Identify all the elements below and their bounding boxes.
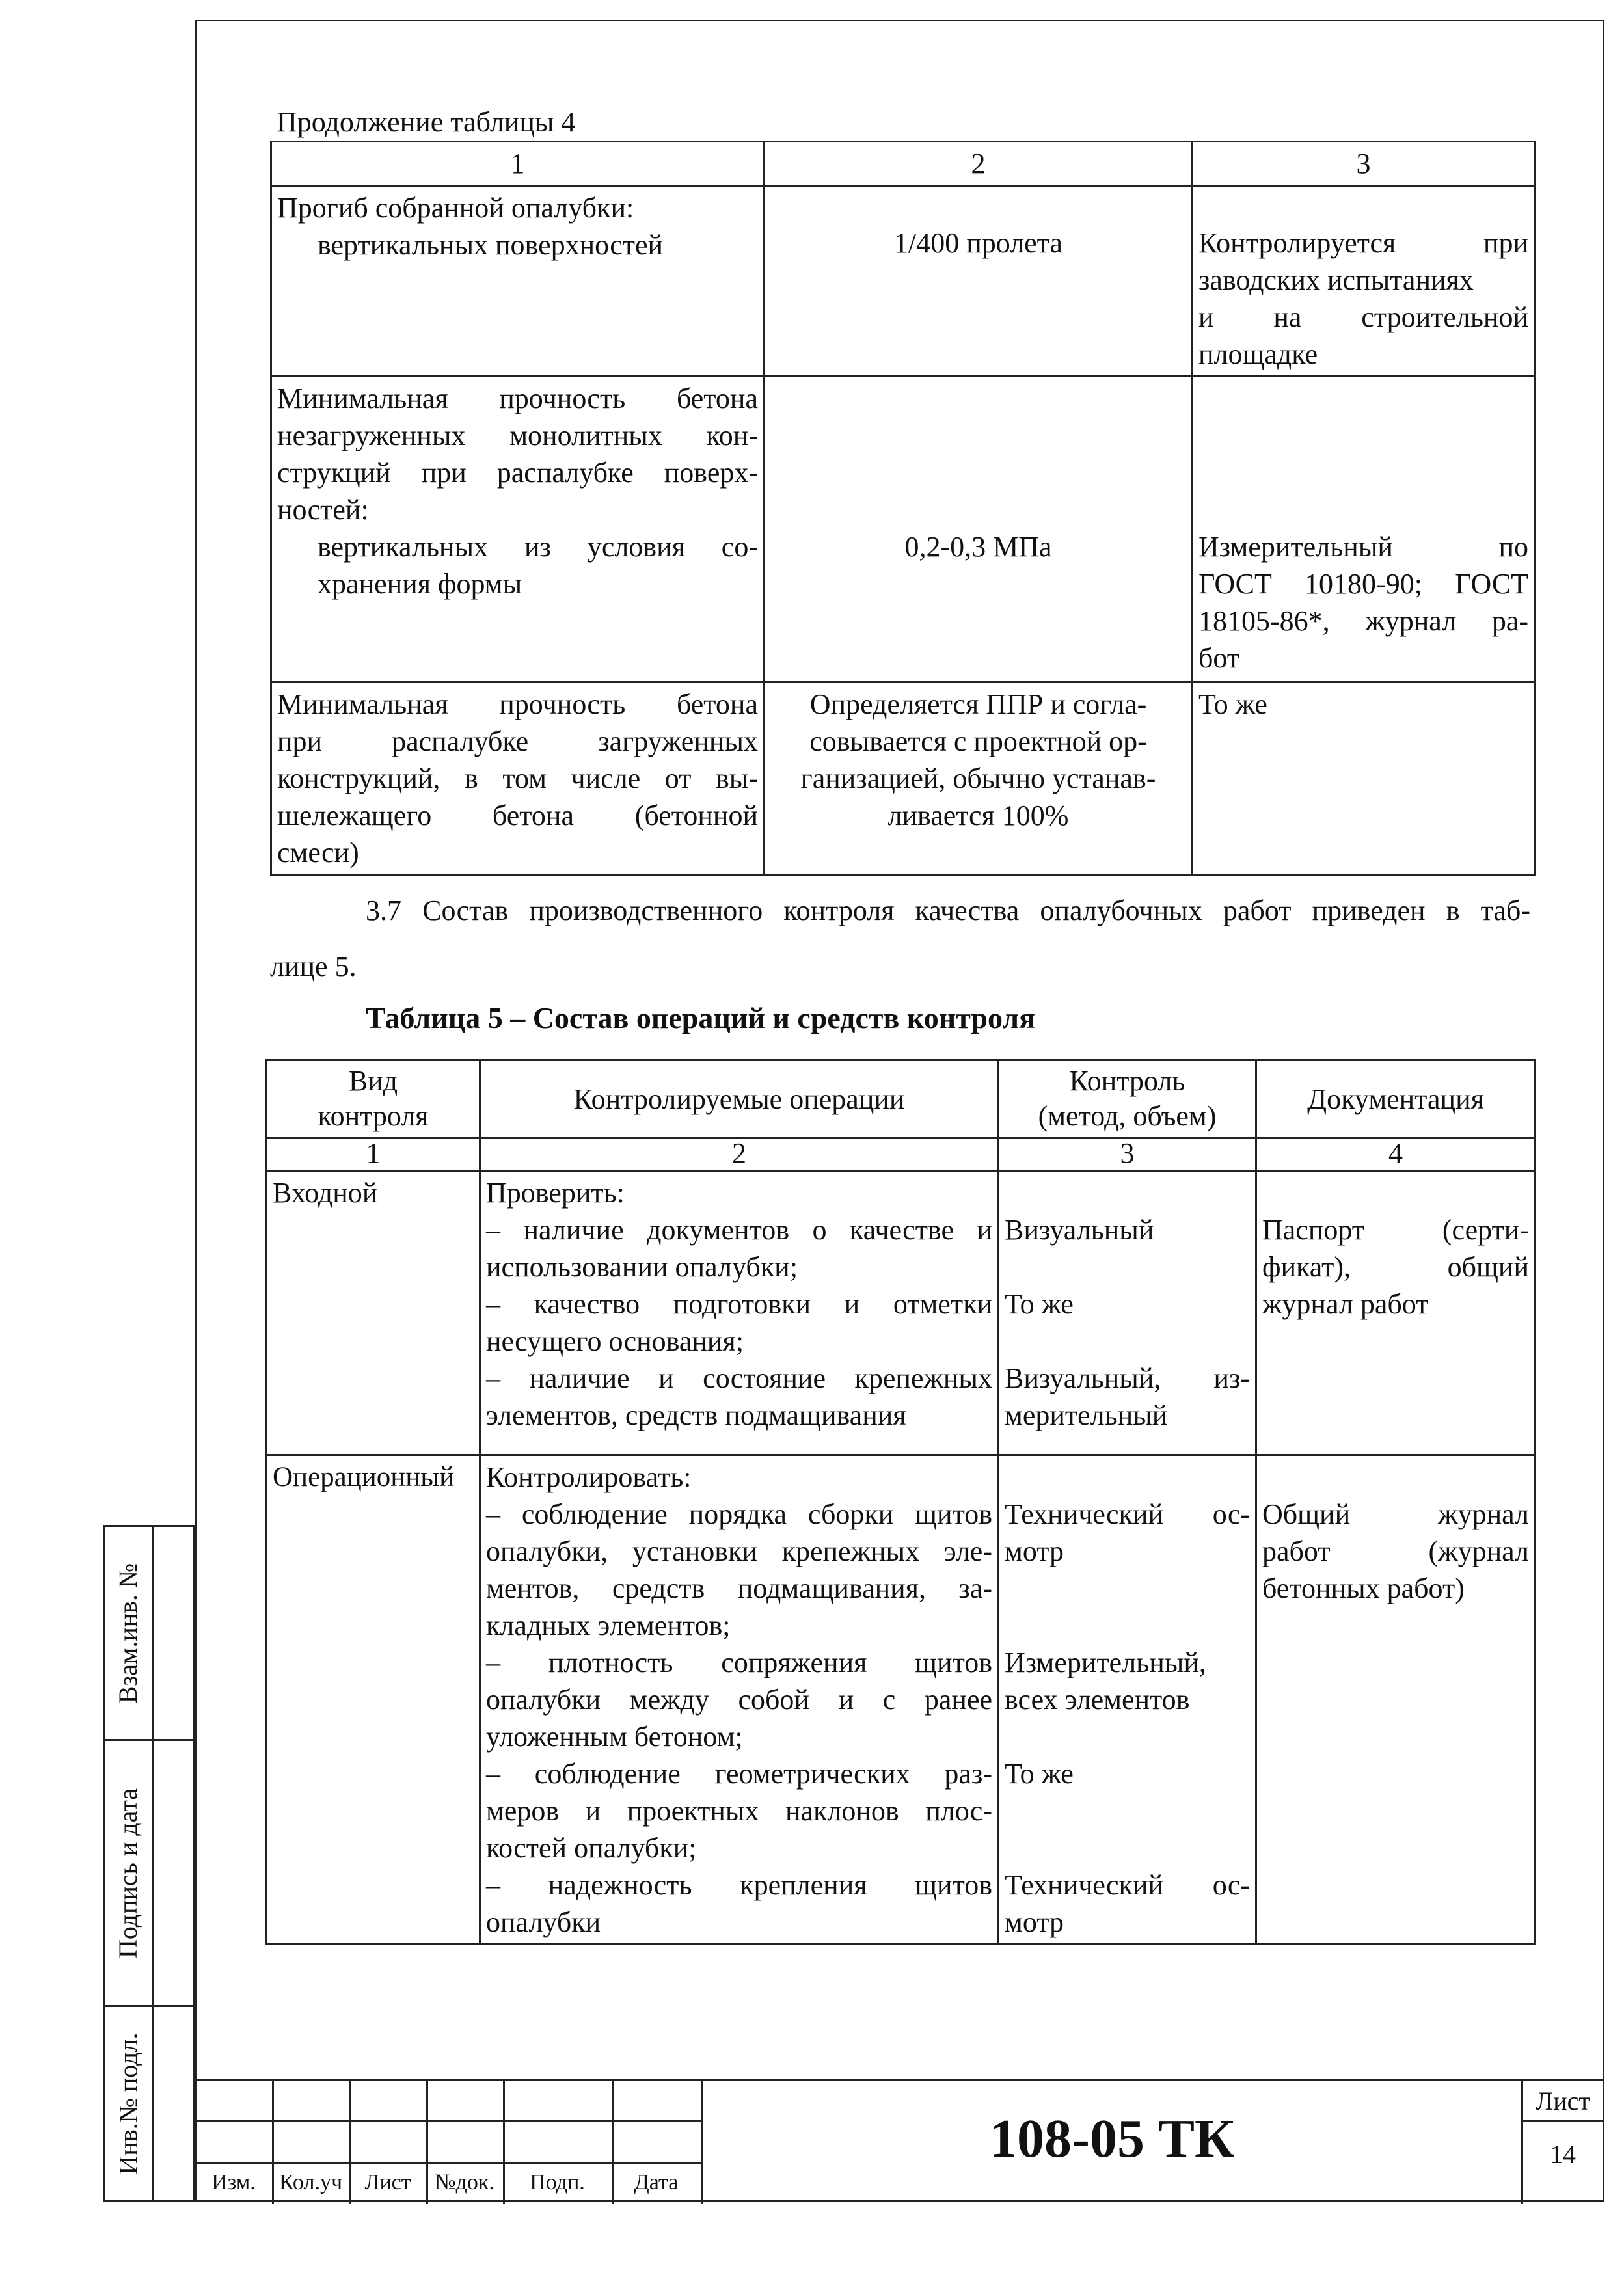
table4-header-2: 2	[765, 142, 1193, 186]
stamp-col-date: Дата	[634, 2170, 679, 2194]
stamp-col-change: Изм.	[211, 2170, 256, 2194]
table5-r2-kind: Операционный	[267, 1455, 480, 1945]
table5-r1-ops: Проверить: – наличие документов о качестве и использовании опалубки; – качество подготовки и отметки несущего основания; – наличие и состояние крепежных элементов, средств подмащивания	[480, 1171, 999, 1455]
table4-r3-c1: Минимальная прочность бетона при распалубке загруженных конструкций, в том числе от вы- шележащего бетона (бетонной смеси)	[271, 682, 765, 875]
table5-header-row	[267, 1060, 1536, 1138]
table4-r1-c3: Контролируется при заводских испытаниях и на строительной площадке	[1193, 186, 1535, 377]
stamp-col-count: Кол.уч	[278, 2170, 343, 2194]
table4-row	[271, 377, 1535, 682]
table5-title: Таблица 5 – Состав операций и средств контроля	[366, 1001, 1036, 1034]
table4	[270, 141, 1536, 876]
table4-header-3: 3	[1193, 142, 1535, 186]
table4-row	[271, 186, 1535, 377]
table5-num-3: 3	[999, 1138, 1256, 1171]
table5-r1-kind: Входной	[267, 1171, 480, 1455]
table5-header-kind: Вид контроля	[267, 1060, 480, 1138]
table5-r2-ops: Контролировать: – соблюдение порядка сборки щитов опалубки, установки крепежных эле- ментов, средств подмащивания, за- кладных элементов; – плотность сопряжения щитов опалубки между собой и с ранее уложенным бетоном; – соблюдение геометрических раз- меров и проектных наклонов плос- костей опалубки; – надежность крепления щитов опалубки	[480, 1455, 999, 1945]
table5-num-4: 4	[1256, 1138, 1536, 1171]
stamp-col-docnum: №док.	[435, 2170, 494, 2194]
table5	[265, 1059, 1536, 1945]
table4-r2-c1: Минимальная прочность бетона незагруженных монолитных кон- струкций при распалубке поверх- ностей: вертикальных из условия со- хранения формы	[271, 377, 765, 682]
table5-header-control: Контроль (метод, объем)	[999, 1060, 1256, 1138]
table5-header-operations: Контролируемые операции	[480, 1060, 999, 1138]
table4-r2-c2: 0,2-0,3 МПа	[765, 377, 1193, 682]
table5-r2-docs: Общий журнал работ (журнал бетонных работ)	[1256, 1455, 1536, 1945]
sheet-label: Лист	[1536, 2086, 1590, 2116]
table4-r1-c2: 1/400 пролета	[765, 186, 1193, 377]
paragraph-3-7-line1: 3.7 Состав производственного контроля качества опалубочных работ приведен в таб-	[366, 895, 1530, 926]
table5-number-row	[267, 1138, 1536, 1171]
table5-r1-methods: Визуальный То же Визуальный, из- мерительный	[999, 1171, 1256, 1455]
title-block	[195, 2079, 1604, 2204]
stamp-col-sheet: Лист	[364, 2170, 411, 2194]
table4-r3-c2: Определяется ППР и согла- совывается с проектной ор- ганизацией, обычно устанав- ливается 100%	[765, 682, 1193, 875]
table4-r3-c3: То же	[1193, 682, 1535, 875]
table4-r1-c1: Прогиб собранной опалубки: вертикальных поверхностей	[271, 186, 765, 377]
table4-header-row	[271, 142, 1535, 186]
document-code: 108-05 ТК	[990, 2108, 1234, 2169]
table5-num-2: 2	[480, 1138, 999, 1171]
table4-row	[271, 682, 1535, 875]
table5-row-operational	[267, 1455, 1536, 1945]
sheet-number: 14	[1550, 2140, 1576, 2169]
paragraph-3-7-line2: лице 5.	[270, 950, 357, 982]
side-label-replacement-inv: Взам.инв. №	[103, 1525, 195, 1741]
side-label-original-inv: Инв.№ подл.	[103, 2005, 195, 2202]
side-label-signature-date: Подпись и дата	[103, 1739, 195, 2007]
stamp-col-signature: Подп.	[530, 2170, 585, 2194]
table5-row-input	[267, 1171, 1536, 1455]
table5-r1-docs: Паспорт (серти- фикат), общий журнал работ	[1256, 1171, 1536, 1455]
table4-header-1: 1	[271, 142, 765, 186]
table4-r2-c3: Измерительный по ГОСТ 10180-90; ГОСТ 18105-86*, журнал ра- бот	[1193, 377, 1535, 682]
table5-r2-methods: Технический ос- мотр Измерительный, всех элементов То же Технический ос- мотр	[999, 1455, 1256, 1945]
table4-continuation-title: Продолжение таблицы 4	[277, 106, 576, 138]
table5-num-1: 1	[267, 1138, 480, 1171]
table5-header-docs: Документация	[1256, 1060, 1536, 1138]
